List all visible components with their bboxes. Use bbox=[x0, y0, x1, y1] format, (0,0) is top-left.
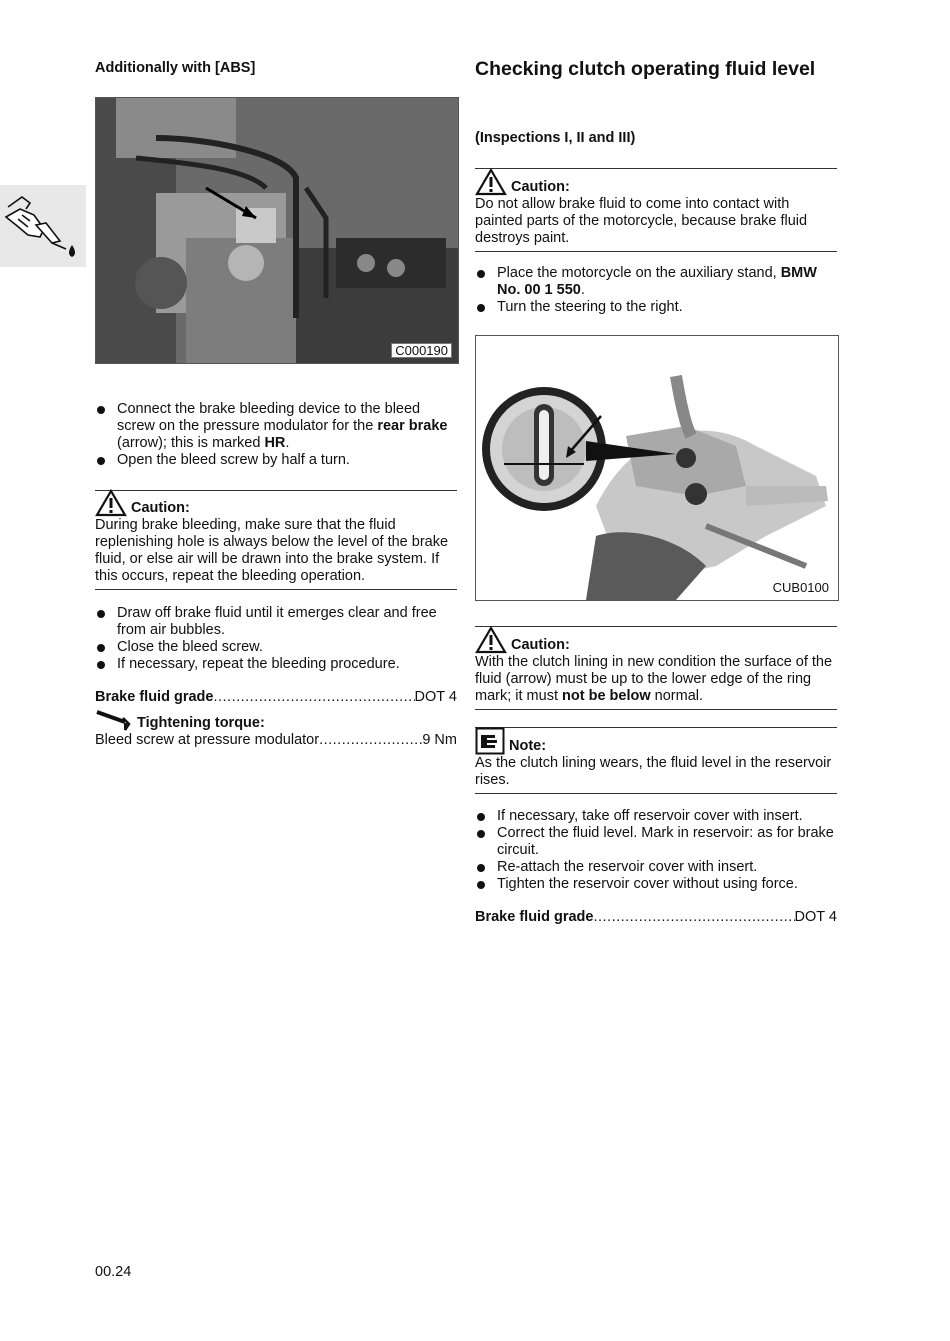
list-item: Draw off brake fluid until it emerges clear and free from air bubbles. bbox=[95, 605, 457, 639]
spec-value: DOT 4 bbox=[794, 909, 837, 925]
note-hand-icon bbox=[475, 727, 505, 755]
list-item: Close the bleed screw. bbox=[95, 639, 457, 656]
page-number: 00.24 bbox=[95, 1264, 132, 1280]
figure-label: CUB0100 bbox=[770, 579, 832, 596]
torque-value: 9 Nm bbox=[422, 732, 457, 748]
note-text: As the clutch lining wears, the fluid level in the reservoir rises. bbox=[475, 755, 832, 788]
caution-label: Caution: bbox=[131, 500, 190, 516]
torque-block bbox=[95, 708, 457, 749]
caution-text: During brake bleeding, make sure that the fluid replenishing hole is always below the level of the brake fluid, or else air will be drawn into the brake system. If this occurs, repeat the bleeding operation. bbox=[95, 517, 449, 584]
list-item: If necessary, take off reservoir cover with insert. bbox=[475, 808, 837, 825]
caution-box bbox=[95, 490, 457, 590]
list-item: If necessary, repeat the bleeding procedure. bbox=[95, 656, 457, 673]
caution-text: Do not allow brake fluid to come into contact with painted parts of the motorcycle, because brake fluid destroys paint. bbox=[475, 196, 808, 246]
caution-text: With the clutch lining in new condition the surface of the fluid (arrow) must be up to the lower edge of the ring mark; it must not be below normal. bbox=[475, 654, 833, 704]
spec-value: DOT 4 bbox=[414, 689, 457, 705]
bleeding-steps-list-2 bbox=[95, 605, 457, 673]
caution-box-fluid-level bbox=[475, 626, 837, 710]
list-item: Place the motorcycle on the auxiliary stand, BMW No. 00 1 550. bbox=[475, 265, 837, 299]
caution-box-paint bbox=[475, 168, 837, 252]
figure-label: C000190 bbox=[391, 343, 452, 358]
brake-fluid-spec bbox=[95, 689, 457, 706]
brake-fluid-spec bbox=[475, 909, 837, 926]
list-item: Connect the brake bleeding device to the bleed screw on the pressure modulator for the rear brake (arrow); this is marked HR. bbox=[95, 401, 457, 452]
bleeding-steps-list bbox=[95, 401, 457, 469]
list-item: Re-attach the reservoir cover with insert. bbox=[475, 859, 837, 876]
spec-label: Brake fluid grade bbox=[95, 689, 214, 705]
torque-wrench-icon bbox=[95, 708, 133, 732]
list-item: Tighten the reservoir cover without using force. bbox=[475, 876, 837, 893]
spec-label: Brake fluid grade bbox=[475, 909, 594, 925]
warning-triangle-icon bbox=[475, 168, 507, 196]
adjustment-steps-list bbox=[475, 808, 837, 893]
section-subtitle: (Inspections I, II and III) bbox=[475, 130, 636, 146]
abs-pressure-modulator-photo bbox=[95, 97, 459, 364]
warning-triangle-icon bbox=[95, 489, 127, 517]
preparation-steps-list bbox=[475, 265, 837, 316]
list-item: Correct the fluid level. Mark in reservoir: as for brake circuit. bbox=[475, 825, 837, 859]
caution-label: Caution: bbox=[511, 637, 570, 653]
section-title: Checking clutch operating fluid level bbox=[475, 58, 816, 80]
section-tab bbox=[0, 185, 86, 267]
warning-triangle-icon bbox=[475, 626, 507, 654]
caution-label: Caution: bbox=[511, 179, 570, 195]
abs-heading: Additionally with [ABS] bbox=[95, 60, 256, 76]
hand-pouring-fluid-icon bbox=[0, 185, 86, 267]
list-item: Open the bleed screw by half a turn. bbox=[95, 452, 457, 469]
torque-label: Tightening torque: bbox=[137, 715, 265, 731]
note-box bbox=[475, 727, 837, 794]
clutch-reservoir-photo bbox=[475, 335, 839, 601]
torque-item: Bleed screw at pressure modulator bbox=[95, 732, 320, 748]
note-label: Note: bbox=[509, 738, 547, 754]
list-item: Turn the steering to the right. bbox=[475, 299, 837, 316]
